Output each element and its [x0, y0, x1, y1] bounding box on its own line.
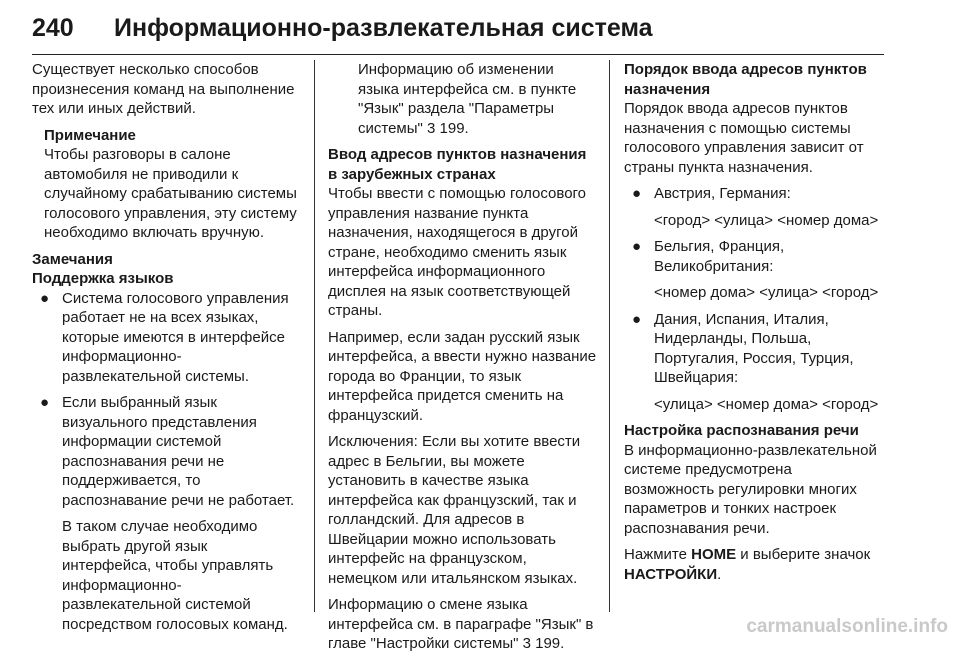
- list-item: [624, 310, 886, 388]
- address-format: <улица> <номер дома> <город>: [654, 395, 879, 413]
- section-heading: Ввод адресов пунктов назначения в зарубежных странах: [328, 146, 587, 183]
- remarks-title: Замечания: [32, 250, 113, 268]
- page-ref: 199.: [439, 119, 469, 137]
- list-item: [624, 184, 886, 204]
- column-divider: [609, 60, 610, 612]
- bullet-icon: ●: [632, 310, 642, 328]
- paragraph-text: и выберите значок: [740, 546, 871, 563]
- paragraph-text: Информацию о смене языка интерфейса см. в параграфе "Язык" в главе "Настройки системы": [328, 596, 594, 652]
- list-item-text: Система голосового управления работает не на всех языках, которые имеются в интерфейсе информационно-развлекательной системы.: [62, 289, 289, 385]
- column-2: [328, 60, 598, 661]
- paragraph: [328, 595, 598, 654]
- list-item: [32, 393, 300, 510]
- settings-label: НАСТРОЙКИ: [624, 565, 718, 583]
- paragraph: В информационно-развлекательной системе предусмотрена возможность регулировки многих параметров и тонких настроек распознавания речи.: [624, 441, 877, 537]
- column-divider: [314, 60, 315, 612]
- country-label: Австрия, Германия:: [654, 185, 791, 202]
- bullet-icon: ●: [40, 394, 50, 411]
- page-ref: 199.: [535, 635, 565, 652]
- page-ref-arrow-icon: 3: [427, 119, 436, 137]
- paragraph: Чтобы ввести с помощью голосового управления название пункта назначения, находящегося в другой стране, необходимо сменить язык интерфейса информационного дисплея на язык соответствующей страны.: [328, 185, 587, 319]
- address-format: <город> <улица> <номер дома>: [654, 211, 879, 229]
- paragraph: [624, 545, 886, 584]
- language-support-title: Поддержка языков: [32, 270, 174, 287]
- note-title: Примечание: [44, 126, 136, 144]
- punctuation: .: [717, 565, 722, 583]
- home-button-label: HOME: [691, 546, 737, 563]
- bullet-icon: ●: [632, 238, 642, 255]
- column-1: [32, 60, 300, 641]
- running-title: Информационно-развлекательная система: [114, 14, 653, 42]
- bullet-icon: ●: [40, 289, 50, 307]
- paragraph: Исключения: Если вы хотите ввести адрес в Бельгии, вы можете установить в качестве языка интерфейса как французский, так и голландский. Для адресов в Швейцарии можно использовать интерфейс на французском, немецком или итальянском языках.: [328, 433, 581, 587]
- paragraph: Порядок ввода адресов пунктов назначения с помощью системы голосового управления зависит от страны пункта назначения.: [624, 100, 864, 176]
- paragraph-text: Нажмите: [624, 546, 687, 563]
- country-label: Дания, Испания, Италия, Нидерланды, Польша, Португалия, Россия, Турция, Швейцария:: [654, 310, 854, 386]
- continued-text: [328, 60, 598, 138]
- intro-paragraph: Существует несколько способов произнесения команд на выполнение тех или иных действий.: [32, 61, 295, 117]
- cont-text: Информацию об изменении языка интерфейса см. в пункте "Язык" раздела "Параметры системы": [358, 61, 577, 137]
- page-ref-arrow-icon: 3: [522, 635, 531, 652]
- section-heading: Порядок ввода адресов пунктов назначения: [624, 61, 867, 98]
- list-item-continuation: В таком случае необходимо выбрать другой язык интерфейса, чтобы управлять информационно-развлекательной системой посредством голосовых команд.: [62, 518, 288, 633]
- page-header: [32, 14, 884, 55]
- page-number: 240: [32, 14, 74, 42]
- note-text: Чтобы разговоры в салоне автомобиля не приводили к случайному срабатыванию системы голосового управления, эту систему необходимо включать вручную.: [44, 146, 297, 241]
- note-block: [32, 126, 300, 243]
- paragraph: Например, если задан русский язык интерфейса, а ввести нужно название города во Франции, то язык интерфейса придется сменить на французский.: [328, 328, 597, 424]
- list-item-text: Если выбранный язык визуального представления информации системой распознавания речи не поддерживается, то распознавание речи не работает.: [62, 394, 295, 509]
- column-3: [624, 60, 886, 591]
- list-item: [32, 289, 300, 387]
- address-format: <номер дома> <улица> <город>: [654, 284, 879, 301]
- bullet-icon: ●: [632, 185, 642, 202]
- watermark: carmanualsonline.info: [746, 616, 948, 637]
- section-heading: Настройка распознавания речи: [624, 422, 859, 439]
- country-label: Бельгия, Франция, Великобритания:: [654, 238, 785, 275]
- list-item: [624, 237, 886, 276]
